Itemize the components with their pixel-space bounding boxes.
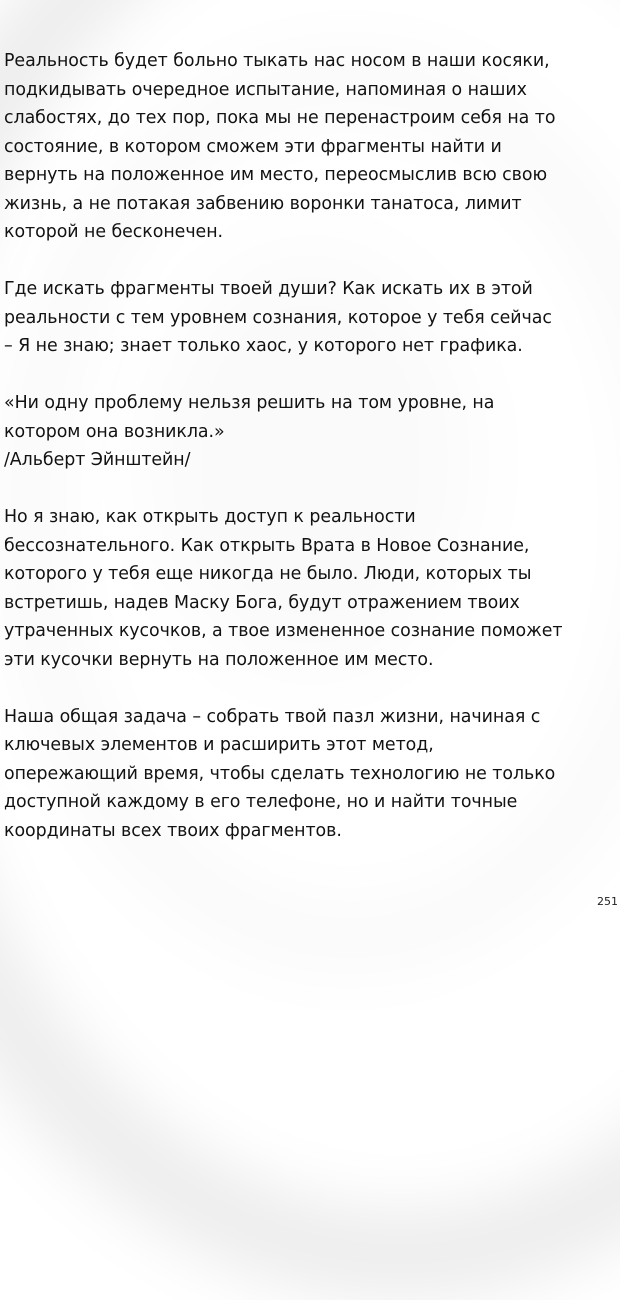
paragraph [4,503,618,674]
page-number: 251 [597,895,618,908]
text-line: встретишь, надев Маску Бога, будут отражением твоих [4,592,520,613]
text-line: Где искать фрагменты твоей души? Как искать их в этой [4,279,533,299]
text-line: которого у тебя еще никогда не было. Люди, которых ты [4,564,532,584]
text-line: утраченных кусочков, а твое измененное сознание поможет [4,621,563,641]
text-line: координаты всех твоих фрагментов. [4,820,342,841]
text-line: опережающий время, чтобы сделать технологию не только [4,763,556,784]
quote-attribution: /Альберт Эйнштейн/ [4,450,191,470]
text-line: Наша общая задача – собрать твой пазл жизни, начиная с [4,706,541,727]
paragraph [4,275,618,361]
text-line: реальности с тем уровнем сознания, которое у тебя сейчас [4,307,552,328]
text-line: эти кусочки вернуть на положенное им место. [4,649,434,670]
text-line: – Я не знаю; знает только хаос, у которого нет графика. [4,336,523,356]
text-line: которой не бесконечен. [4,222,223,242]
text-line: Реальность будет больно тыкать нас носом в наши косяки, [4,51,550,71]
quote-line: «Ни одну проблему нельзя решить на том уровне, на [4,393,495,413]
text-line: ключевых элементов и расширить этот метод, [4,735,434,755]
quote-line: котором она возникла.» [4,421,225,442]
text-line: Но я знаю, как открыть доступ к реальности [4,507,416,527]
text-line: жизнь, а не потакая забвению воронки танатоса, лимит [4,193,522,214]
text-line: доступной каждому в его телефоне, но и найти точные [4,792,518,812]
paragraph [4,703,618,846]
quote-paragraph [4,389,618,475]
text-line: состояние, в котором сможем эти фрагменты найти и [4,136,502,157]
text-line: бессознательного. Как открыть Врата в Новое Сознание, [4,535,530,556]
text-line: вернуть на положенное им место, переосмыслив всю свою [4,165,548,185]
paragraph [4,47,618,247]
page-body [4,47,618,874]
text-line: подкидывать очередное испытание, напоминая о наших [4,79,527,100]
text-line: слабостях, до тех пор, пока мы не перенастроим себя на то [4,108,556,128]
